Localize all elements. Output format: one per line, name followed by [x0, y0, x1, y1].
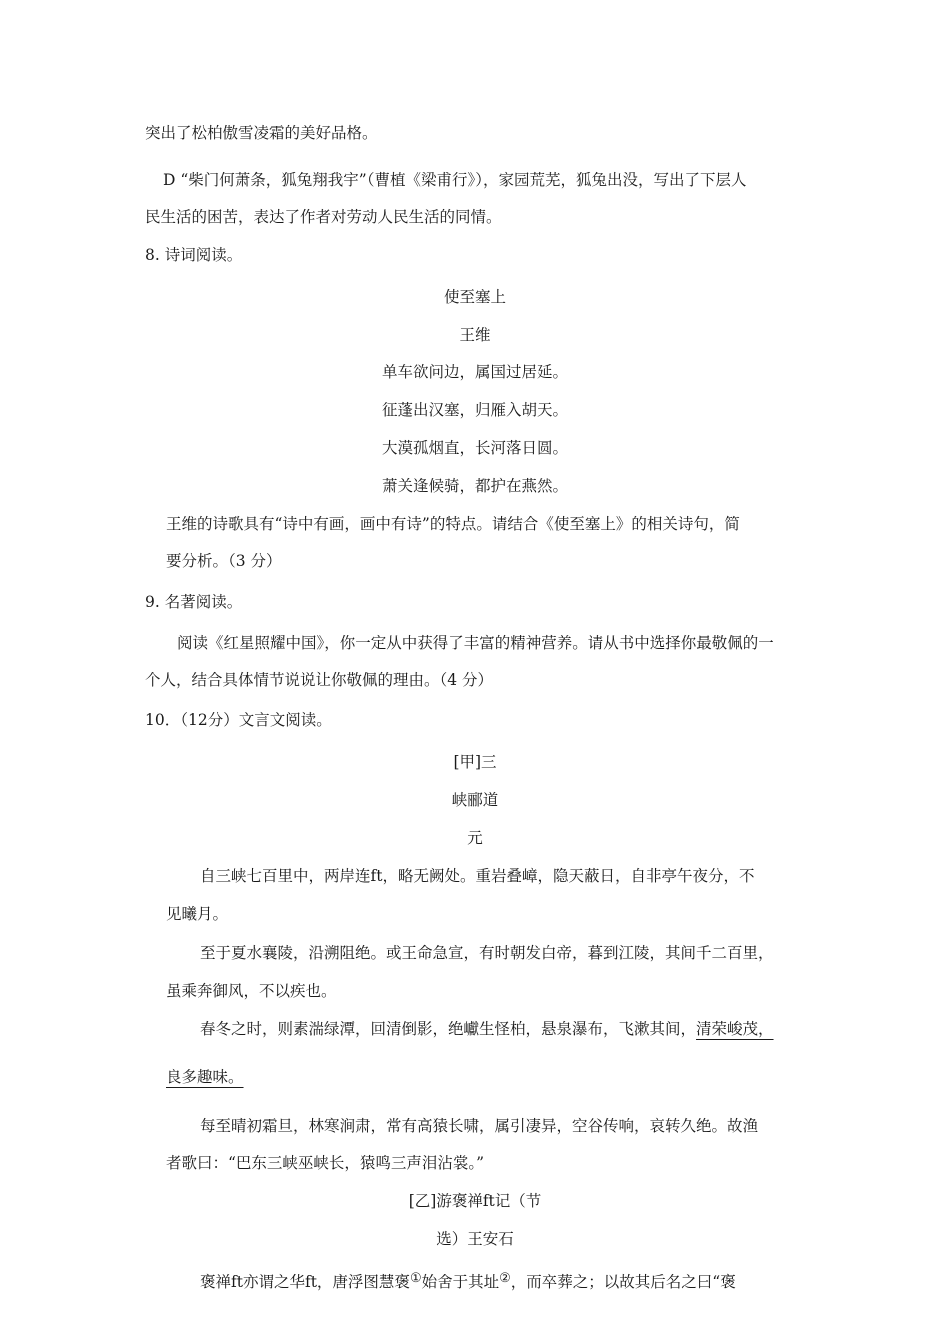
- poem-line: 大漠孤烟直，长河落日圆。: [381, 439, 568, 457]
- passage-text: 春冬之时，则素湍绿潭，回清倒影，绝巘生怪柏，悬泉瀑布，飞漱其间，: [200, 1020, 697, 1038]
- question-9-heading: 9. 名著阅读。: [145, 593, 243, 611]
- passage-jia-author: 元: [467, 829, 483, 847]
- text-line: 民生活的困苦，表达了作者对劳动人民生活的同情。: [145, 208, 502, 226]
- question-9-task: 阅读《红星照耀中国》，你一定从中获得了丰富的精神营养。请从书中选择你最敬佩的一: [177, 634, 774, 652]
- passage-line: 每至晴初霜旦，林寒涧肃，常有高猿长啸，属引凄异，空谷传响，哀转久绝。故渔: [200, 1117, 759, 1135]
- passage-line: 自三峡七百里中，两岸连ft，略无阙处。重岩叠嶂，隐天蔽日，自非亭午夜分，不: [200, 867, 755, 885]
- poem-line: 萧关逢候骑，都护在燕然。: [381, 477, 568, 495]
- passage-jia-title: [甲]三: [453, 753, 497, 771]
- question-8-task: 王维的诗歌具有“诗中有画，画中有诗”的特点。请结合《使至塞上》的相关诗句，简: [166, 515, 740, 533]
- passage-text: 始舍于其址: [421, 1273, 500, 1291]
- passage-text: ，而卒葬之；以故其后名之曰“褒: [510, 1273, 736, 1291]
- passage-line: [200, 1269, 736, 1292]
- poem-line: 单车欲问边，属国过居延。: [381, 363, 568, 381]
- poem-title: 使至塞上: [443, 288, 506, 306]
- question-9-task: 个人，结合具体情节说说让你敬佩的理由。（4 分）: [145, 671, 494, 689]
- passage-text: 褒禅ft亦谓之华ft，唐浮图慧褒: [200, 1273, 410, 1291]
- footnote-marker: ①: [409, 1271, 422, 1286]
- passage-line: [166, 1067, 244, 1087]
- passage-yi-title: 选）王安石: [436, 1230, 514, 1248]
- question-10-heading: 10．（12分）文言文阅读。: [145, 711, 332, 729]
- passage-line: [200, 1019, 774, 1039]
- passage-line: 至于夏水襄陵，沿溯阻绝。或王命急宣，有时朝发白帝，暮到江陵，其间千二百里，: [200, 944, 774, 962]
- underlined-phrase: 清荣峻茂，: [696, 1020, 774, 1038]
- poem-author: 王维: [459, 326, 491, 344]
- question-8-task: 要分析。（3 分）: [166, 552, 282, 570]
- passage-line: 虽乘奔御风，不以疾也。: [166, 982, 337, 1000]
- question-8-heading: 8. 诗词阅读。: [145, 246, 243, 264]
- passage-yi-title: [乙]游褒禅ft记（节: [408, 1192, 542, 1210]
- passage-line: 见曦月。: [166, 905, 229, 923]
- footnote-marker: ②: [499, 1271, 511, 1286]
- poem-line: 征蓬出汉塞，归雁入胡天。: [381, 401, 568, 419]
- text-line: 突出了松柏傲雪凌霜的美好品格。: [145, 124, 378, 142]
- underlined-phrase: 良多趣味。: [166, 1068, 244, 1086]
- option-d-line: D “柴门何萧条，狐兔翔我宇”（曹植《梁甫行》），家园荒芜，狐兔出没，写出了下层人: [163, 171, 747, 189]
- passage-line: 者歌曰：“巴东三峡巫峡长，猿鸣三声泪沾裳。”: [166, 1154, 485, 1172]
- passage-jia-title: 峡郦道: [451, 791, 499, 809]
